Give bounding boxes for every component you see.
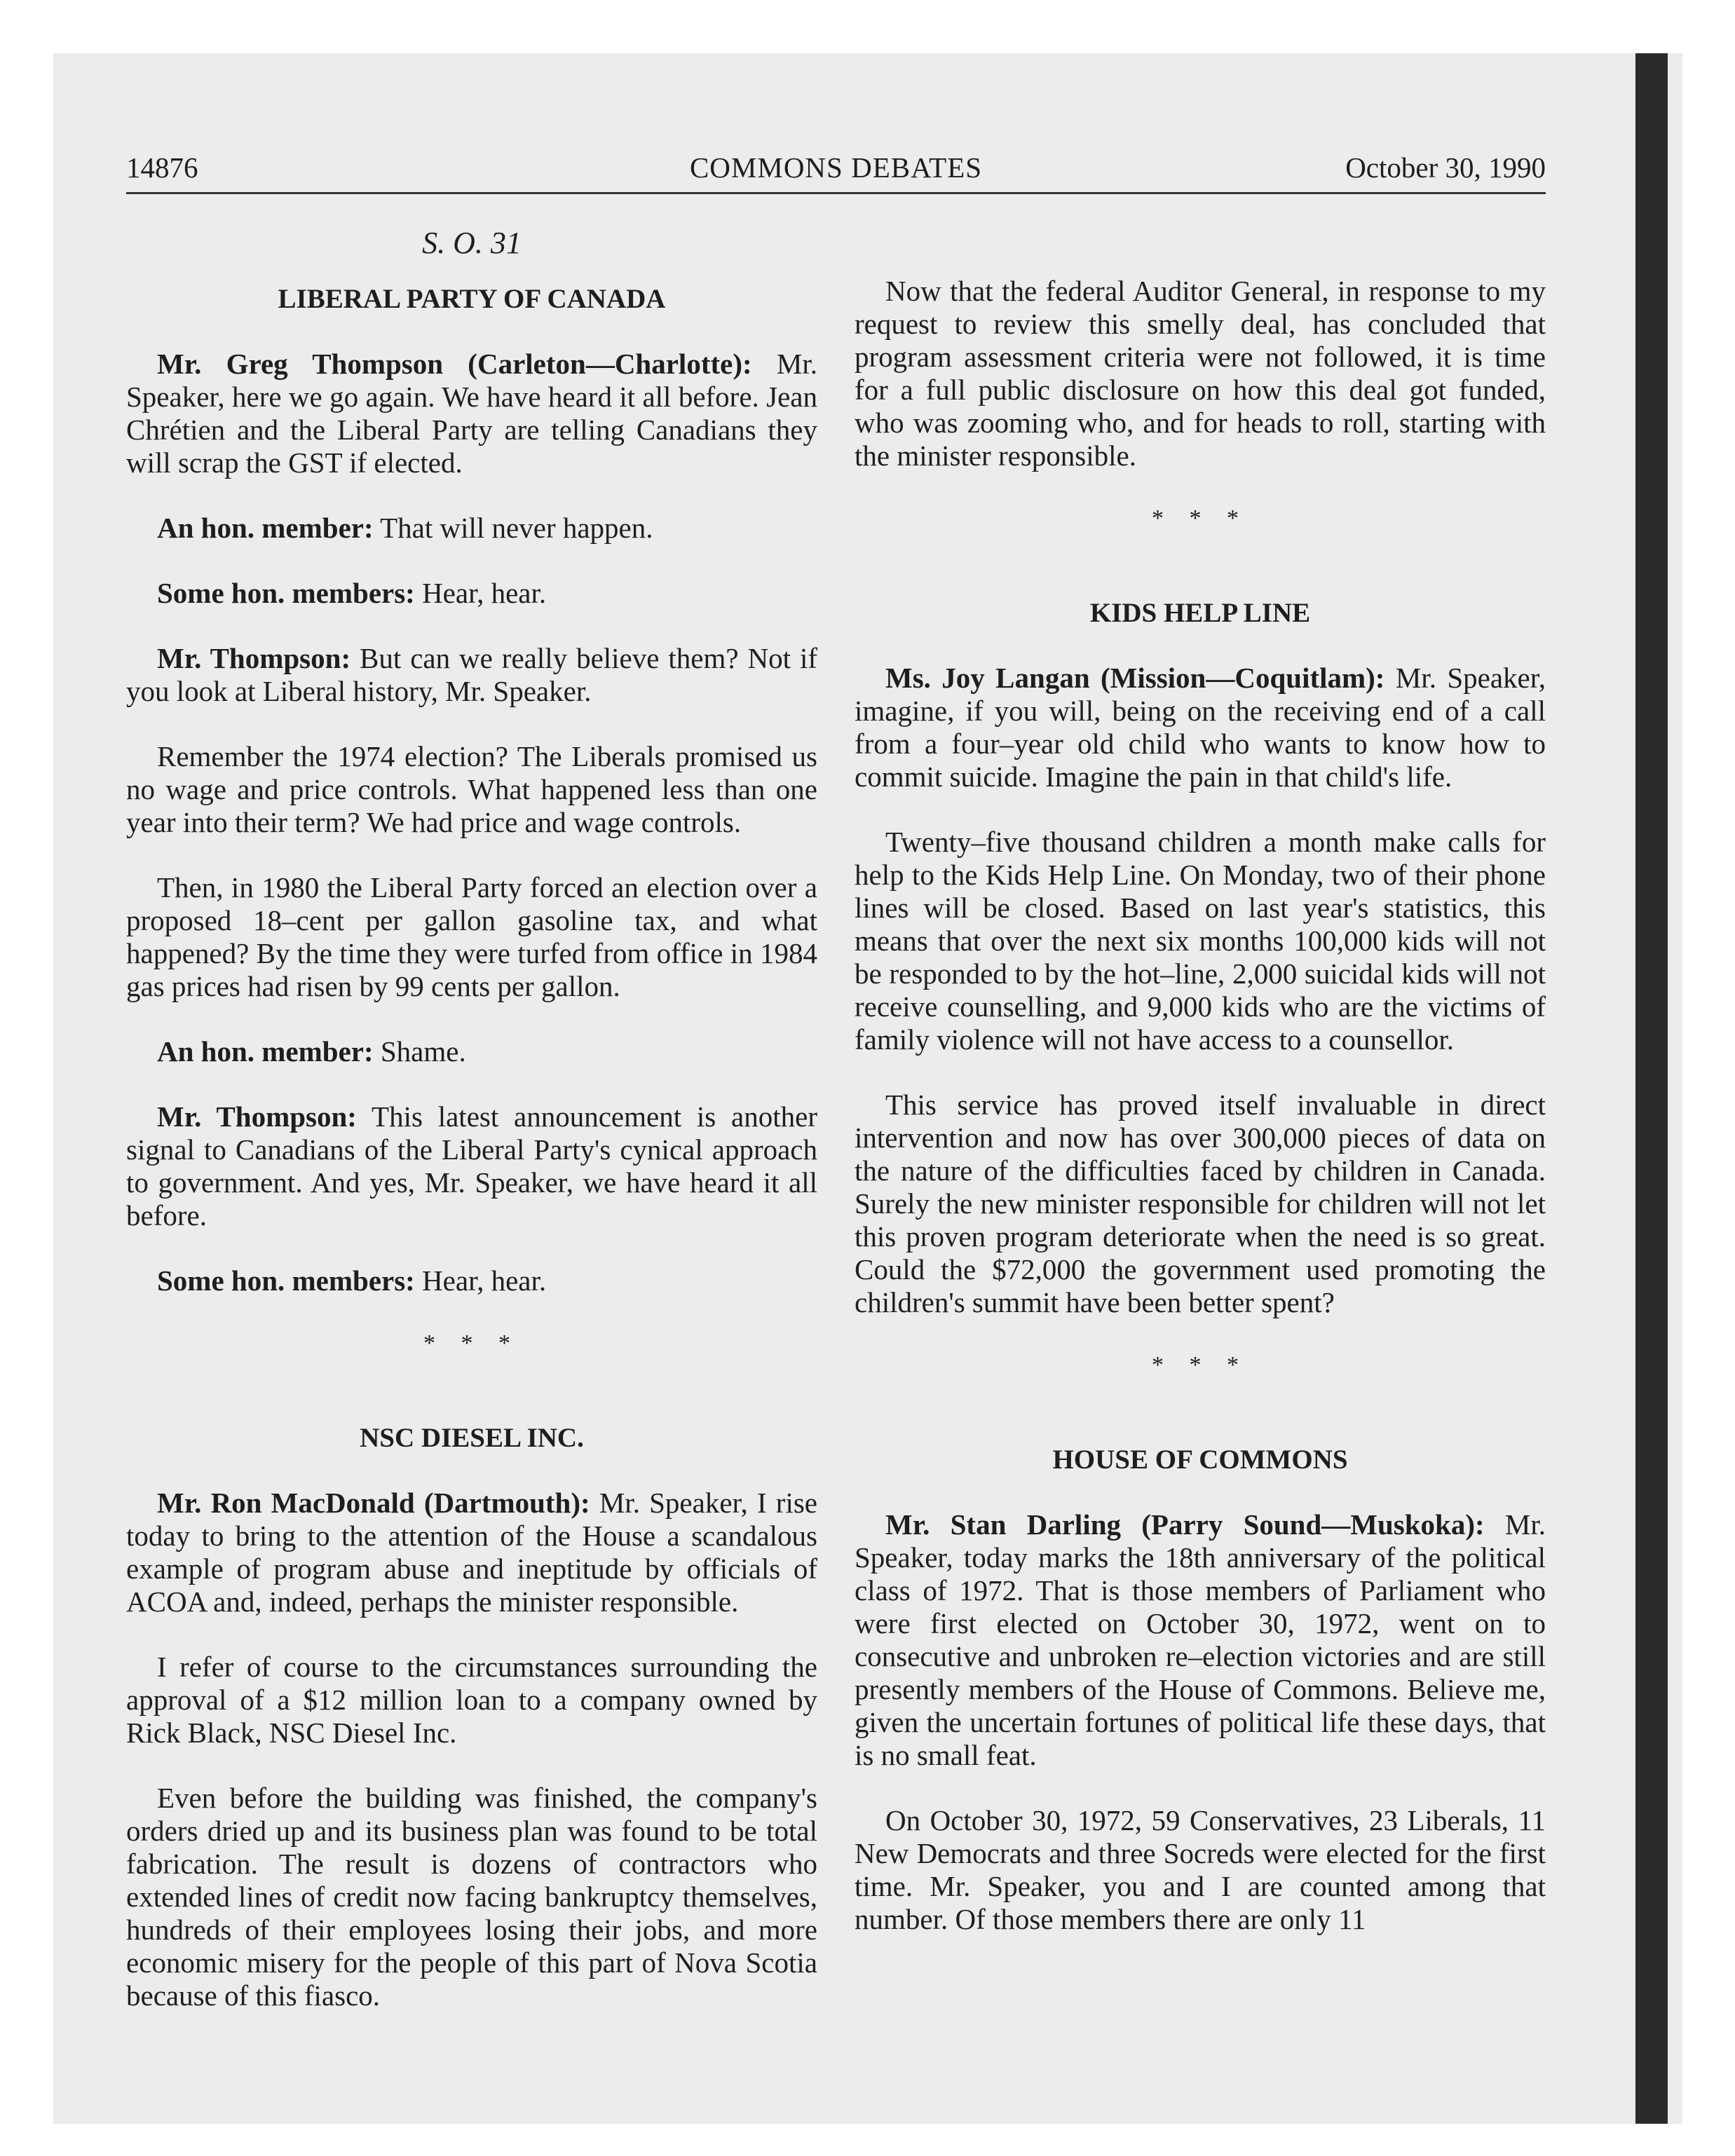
paragraph (126, 1264, 817, 1297)
paragraph: I refer of course to the circumstances surrounding the approval of a $12 million loan to a company owned by Rick Black, NSC Diesel Inc. (126, 1651, 817, 1749)
heading-house-of-commons: HOUSE OF COMMONS (1052, 1445, 1348, 1475)
paragraph: Then, in 1980 the Liberal Party forced an election over a proposed 18–cent per gallon gasoline tax, and what happened? By the time they were turfed from office in 1984 gas prices had risen by 99 cents per gallon. (126, 871, 817, 1002)
paragraph (126, 642, 817, 708)
heading-liberal-party: LIBERAL PARTY OF CANADA (278, 284, 666, 314)
speech-text: That will never happen. (373, 512, 653, 544)
paragraph (855, 662, 1546, 793)
page-number: 14876 (126, 151, 198, 184)
section-separator: * * * (1152, 1352, 1248, 1378)
speech-text: Hear, hear. (414, 577, 547, 609)
paragraph: This service has proved itself invaluable in direct intervention and now has over 300,000 pieces of data on the nature of the difficulties faced by children in Canada. Surely the new minister responsible for children will not let this proven program deteriorate when the need is so great. Could the $72,000 the government used promoting the children's summit have been better spent? (855, 1089, 1546, 1318)
right-column (855, 275, 1546, 1968)
paragraph (126, 1035, 817, 1068)
paragraph (126, 348, 817, 479)
paragraph: On October 30, 1972, 59 Conservatives, 23 Liberals, 11 New Democrats and three Socreds were elected for the first time. Mr. Speaker, you and I are counted among that number. Of those members there are only 11 (855, 1804, 1546, 1935)
section-separator: * * * (423, 1330, 520, 1356)
speaker-name: Ms. Joy Langan (Mission—Coquitlam): (885, 662, 1385, 694)
publication-date: October 30, 1990 (1345, 151, 1546, 184)
paragraph: Now that the federal Auditor General, in response to my request to review this smelly deal, has concluded that program assessment criteria were not followed, it is time for a full public disclosure on how this deal got funded, who was zooming who, and for heads to roll, starting with the minister responsible. (855, 275, 1546, 472)
speech-text: This latest announcement is another signal to Canadians of the Liberal Party's cynical approach to government. And yes, Mr. Speaker, we have heard it all before. (126, 1100, 817, 1231)
speaker-name: Mr. Thompson: (157, 1100, 357, 1133)
speaker-name: Mr. Thompson: (157, 642, 351, 674)
heading-kids-help-line: KIDS HELP LINE (1089, 598, 1311, 628)
section-separator: * * * (1152, 505, 1248, 531)
speech-text: Shame. (373, 1035, 466, 1067)
paragraph: Remember the 1974 election? The Liberals promised us no wage and price controls. What happened less than one year into their term? We had price and wage controls. (126, 740, 817, 838)
paragraph (126, 1100, 817, 1232)
speaker-name: Mr. Stan Darling (Parry Sound—Muskoka): (885, 1508, 1485, 1541)
paragraph (855, 1508, 1546, 1772)
paragraph (126, 1487, 817, 1618)
paragraph: Even before the building was finished, the company's orders dried up and its business plan was found to be total fabrication. The result is dozens of contractors who extended lines of credit now facing bankruptcy themselves, hundreds of their employees losing their jobs, and more economic misery for the people of this part of Nova Scotia because of this fiasco. (126, 1782, 817, 2012)
page-header (126, 150, 1546, 194)
heading-nsc-diesel: NSC DIESEL INC. (360, 1423, 584, 1453)
speaker-name: Mr. Greg Thompson (Carleton—Charlotte): (157, 348, 752, 380)
speaker-name: An hon. member: (157, 1035, 374, 1067)
speaker-name: Some hon. members: (157, 1264, 415, 1297)
speaker-name: An hon. member: (157, 512, 374, 544)
speech-text: Mr. Speaker, here we go again. We have heard it all before. Jean Chrétien and the Liberal Party are telling Canadians they will scrap the GST if elected. (126, 348, 817, 479)
speech-text: Mr. Speaker, I rise today to bring to the attention of the House a scandalous example of program abuse and ineptitude by officials of ACOA and, indeed, perhaps the minister responsible. (126, 1487, 818, 1618)
paragraph (126, 512, 817, 545)
speech-text: But can we really believe them? Not if you look at Liberal history, Mr. Speaker. (126, 642, 817, 707)
speech-text: Mr. Speaker, today marks the 18th anniversary of the political class of 1972. That is those members of Parliament who were first elected on October 30, 1972, went on to consecutive and unbroken re–election victories and are still presently members of the House of Commons. Believe me, given the uncertain fortunes of political life these days, that is no small feat. (855, 1508, 1546, 1771)
left-column (126, 226, 817, 2045)
publication-title: COMMONS DEBATES (689, 151, 983, 184)
section-label: S. O. 31 (422, 226, 522, 260)
speech-text: Mr. Speaker, imagine, if you will, being on the receiving end of a call from a four–year old child who wants to know how to commit suicide. Imagine the pain in that child's life. (855, 662, 1546, 793)
paragraph: Twenty–five thousand children a month make calls for help to the Kids Help Line. On Monday, two of their phone lines will be closed. Based on last year's statistics, this means that over the next six months 100,000 kids will not be responded to by the hot–line, 2,000 suicidal kids will not receive counselling, and 9,000 kids who are the victims of family violence will not have access to a counsellor. (855, 826, 1546, 1056)
paragraph (126, 577, 817, 610)
speech-text: Hear, hear. (414, 1264, 547, 1297)
speaker-name: Mr. Ron MacDonald (Dartmouth): (157, 1487, 590, 1519)
scan-edge (1635, 53, 1668, 2124)
speaker-name: Some hon. members: (157, 577, 415, 609)
